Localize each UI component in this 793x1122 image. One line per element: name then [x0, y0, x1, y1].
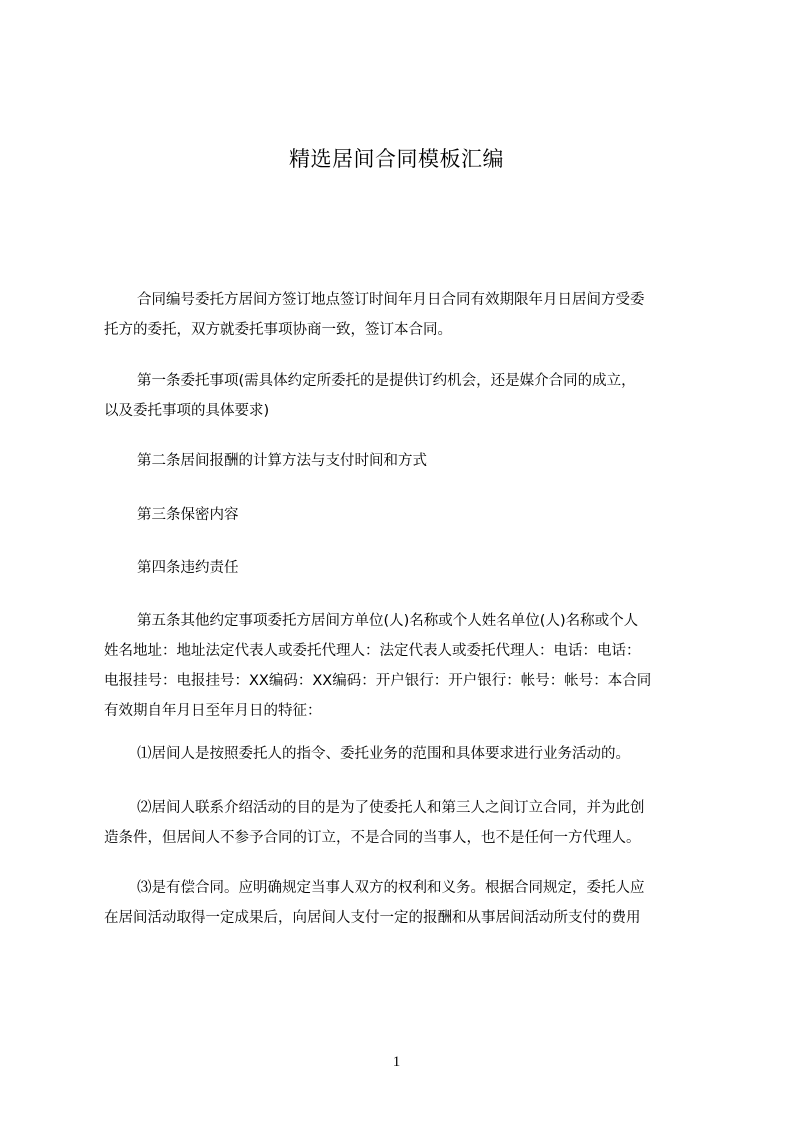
paragraph-line: 托方的委托，双方就委托事项协商一致，签订本合同。: [104, 322, 452, 338]
paragraph-article-4: [104, 553, 709, 583]
paragraph-line: 第一条委托事项(需具体约定所委托的是提供订约机会，还是媒介合同的成立，: [137, 373, 636, 389]
paragraph-feature-1: [104, 739, 709, 769]
paragraph-line: 以及委托事项的具体要求): [104, 403, 270, 419]
paragraph-line: ⑶是有偿合同。应明确规定当事人双方的权利和义务。根据合同规定，委托人应: [137, 880, 645, 896]
paragraph-feature-3: [104, 873, 709, 933]
paragraph-line: 有效期自年月日至年月日的特征：: [104, 703, 322, 719]
paragraph-contract-header: [104, 285, 709, 345]
paragraph-article-5: [104, 606, 709, 726]
paragraph-line: 姓名地址：地址法定代表人或委托代理人：法定代表人或委托代理人：电话：电话：: [104, 643, 641, 659]
paragraph-line: 在居间活动取得一定成果后，向居间人支付一定的报酬和从事居间活动所支付的费用: [104, 910, 641, 926]
paragraph-line: 第三条保密内容: [137, 507, 239, 523]
paragraph-article-2: [104, 446, 709, 476]
paragraph-line: ⑴居间人是按照委托人的指令、委托业务的范围和具体要求进行业务活动的。: [137, 746, 630, 762]
paragraph-article-1: [104, 366, 709, 426]
paragraph-feature-2: [104, 793, 709, 853]
paragraph-line: 第四条违约责任: [137, 560, 239, 576]
paragraph-line: 合同编号委托方居间方签订地点签订时间年月日合同有效期限年月日居间方受委: [137, 292, 645, 308]
paragraph-line: 造条件，但居间人不参予合同的订立，不是合同的当事人，也不是任何一方代理人。: [104, 830, 641, 846]
document-title: 精选居间合同模板汇编: [289, 147, 504, 171]
paragraph-line: 第五条其他约定事项委托方居间方单位(人)名称或个人姓名单位(人)名称或个人: [137, 613, 639, 629]
paragraph-line: 电报挂号：电报挂号：XX编码：XX编码：开户银行：开户银行：帐号：帐号：本合同: [104, 673, 652, 689]
paragraph-line: ⑵居间人联系介绍活动的目的是为了使委托人和第三人之间订立合同，并为此创: [137, 800, 645, 816]
page-number: 1: [392, 1054, 401, 1070]
paragraph-article-3: [104, 500, 709, 530]
paragraph-line: 第二条居间报酬的计算方法与支付时间和方式: [137, 453, 427, 469]
